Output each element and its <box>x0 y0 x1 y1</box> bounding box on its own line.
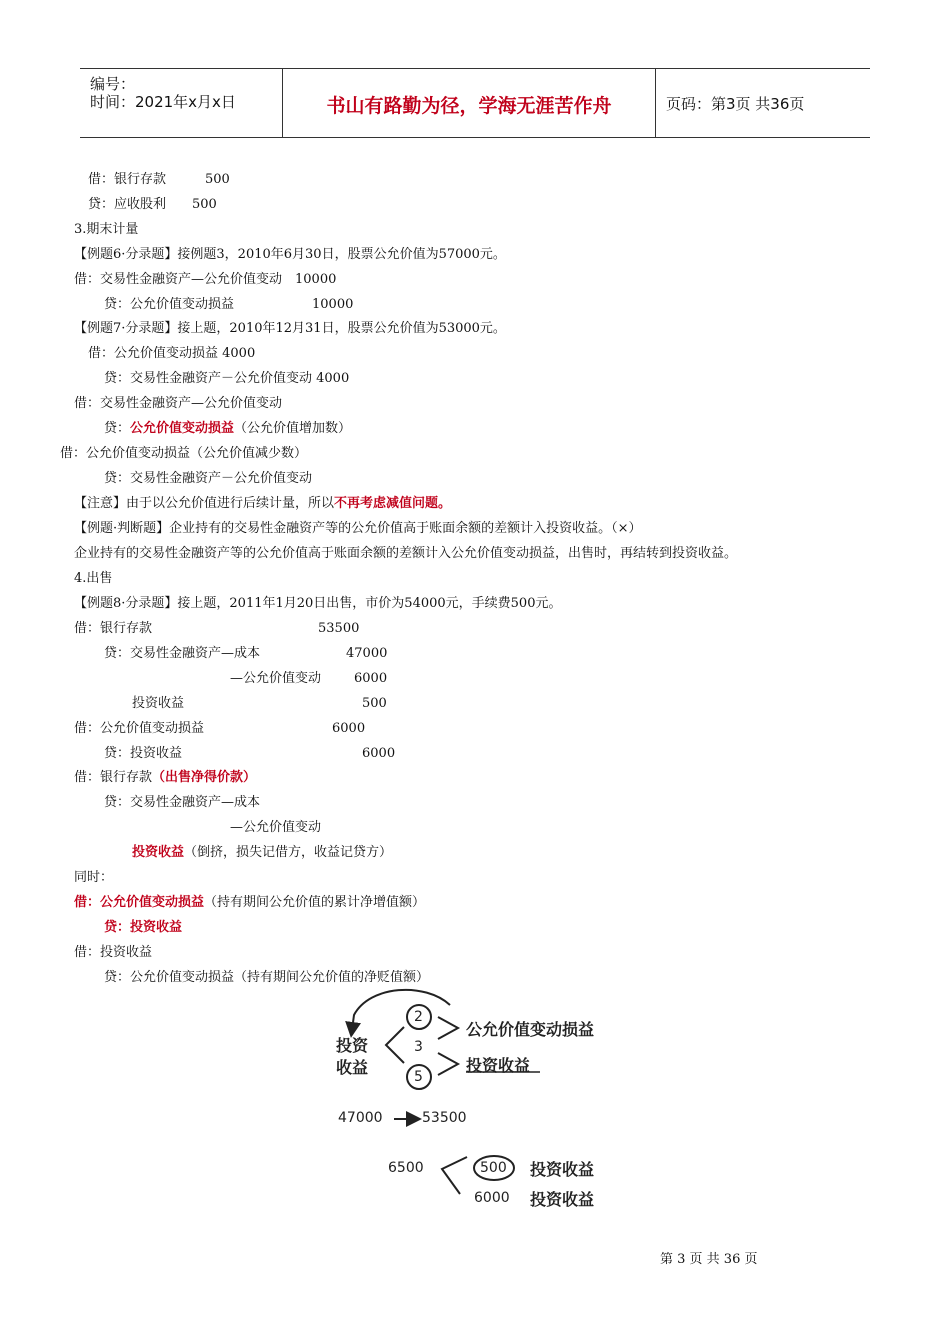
entry-line <box>74 895 425 911</box>
entry-line: —公允价值变动 <box>230 820 322 835</box>
entry-amount: 53500 <box>318 621 360 636</box>
page-header <box>80 68 870 138</box>
emphasis-text: （出售净得价款） <box>152 770 257 785</box>
entry-line: 贷：公允价值变动损益 10000 <box>104 297 354 312</box>
oval-value: 500 <box>480 1160 507 1176</box>
diff-value: 6500 <box>388 1160 424 1176</box>
entry-line: 借：银行存款 500 <box>88 172 230 187</box>
motto: 书山有路勤为径，学海无涯苦作舟 <box>326 95 612 117</box>
entry-line: 贷：交易性金融资产－公允价值变动 <box>104 471 313 486</box>
emphasis-text: 投资收益 <box>132 845 185 860</box>
right-bottom-label: 投资收益 <box>466 1056 531 1075</box>
page-footer: 第 3 页 共 36 页 <box>660 1252 758 1267</box>
number-label: 编号： <box>90 75 136 93</box>
example-question: 【例题8·分录题】接上题，2011年1月20日出售，市价为54000元，手续费500元。 <box>74 596 562 611</box>
section-heading: 4.出售 <box>74 571 113 586</box>
page-number-label: 页码：第3页 共36页 <box>666 95 805 113</box>
header-motto-cell <box>283 69 656 137</box>
entry-amount: 47000 <box>346 646 388 661</box>
note-text: 【注意】由于以公允价值进行后续计量，所以 <box>74 496 335 511</box>
entry-amount: 6000 <box>332 721 366 736</box>
entry-line: 贷：交易性金融资产—成本 <box>104 795 261 810</box>
entry-line <box>74 770 256 786</box>
entry-line: 借：公允价值变动损益 4000 <box>88 346 256 361</box>
entry-amount: 500 <box>362 696 387 711</box>
flow-from-value: 47000 <box>338 1110 383 1126</box>
debit-text: 借：银行存款 <box>74 770 153 785</box>
entry-line: 借：交易性金融资产—公允价值变动 10000 <box>74 272 337 287</box>
entry-amount: 6000 <box>354 671 388 686</box>
entry-line: 贷：交易性金融资产—成本 <box>104 646 261 661</box>
left-label-bottom: 收益 <box>336 1058 369 1077</box>
entry-line: 贷：投资收益 <box>104 920 183 935</box>
entry-line: 贷：投资收益 <box>104 746 183 761</box>
entry-line <box>132 845 392 861</box>
entry-line: 借：投资收益 <box>74 945 153 960</box>
middle-number: 3 <box>414 1039 423 1055</box>
explanation-line: 企业持有的交易性金融资产等的公允价值高于账面余额的差额计入公允价值变动损益，出售时，再结转到投资收益。 <box>74 546 738 561</box>
date-label: 时间：2021年x月x日 <box>90 93 236 111</box>
header-meta-cell <box>80 69 283 137</box>
settlement-diagram <box>330 985 630 1210</box>
entry-line: 同时： <box>74 870 114 885</box>
flow-to-value: 53500 <box>422 1110 467 1126</box>
section-heading: 3.期末计量 <box>74 222 139 237</box>
note-text: （倒挤，损失记借方，收益记贷方） <box>184 845 393 860</box>
circle-bottom-number: 5 <box>414 1069 423 1085</box>
emphasis-text: 不再考虑减值问题。 <box>334 496 452 511</box>
branch-label-top: 投资收益 <box>530 1160 595 1179</box>
note-text: （公允价值增加数） <box>234 421 352 436</box>
header-page-cell <box>656 69 870 137</box>
left-label-top: 投资 <box>336 1036 369 1055</box>
right-chevron-top <box>438 1017 458 1039</box>
entry-line: 借：公允价值变动损益（公允价值减少数） <box>60 446 308 461</box>
emphasis-text: 借：公允价值变动损益 <box>74 895 205 910</box>
circle-top-number: 2 <box>414 1009 423 1025</box>
example-question: 【例题6·分录题】接例题3，2010年6月30日，股票公允价值为57000元。 <box>74 247 506 262</box>
emphasis-text: 公允价值变动损益 <box>130 421 235 436</box>
return-arrow <box>352 990 450 1030</box>
entry-line <box>104 421 351 437</box>
entry-line: 贷：公允价值变动损益（持有期间公允价值的净贬值额） <box>104 970 430 985</box>
right-chevron-bottom <box>438 1053 458 1075</box>
entry-amount: 6000 <box>362 746 396 761</box>
note-line <box>74 496 451 512</box>
note-text: （持有期间公允价值的累计净增值额） <box>204 895 426 910</box>
judgement-question: 【例题·判断题】企业持有的交易性金融资产等的公允价值高于账面余额的差额计入投资收益。（×） <box>74 521 642 536</box>
entry-line: 投资收益 <box>132 696 185 711</box>
entry-line: 借：交易性金融资产—公允价值变动 <box>74 396 283 411</box>
credit-label: 贷： <box>104 421 131 436</box>
entry-line: —公允价值变动 <box>230 671 322 686</box>
entry-line: 贷：交易性金融资产－公允价值变动 4000 <box>104 371 350 386</box>
entry-line: 借：公允价值变动损益 <box>74 721 205 736</box>
right-top-label: 公允价值变动损益 <box>466 1020 595 1039</box>
example-question: 【例题7·分录题】接上题，2010年12月31日，股票公允价值为53000元。 <box>74 321 506 336</box>
branch-bracket <box>442 1157 467 1194</box>
left-bracket <box>386 1027 404 1063</box>
branch-value-bottom: 6000 <box>474 1190 510 1206</box>
entry-line: 贷：应收股利 500 <box>88 197 217 212</box>
entry-line: 借：银行存款 <box>74 621 153 636</box>
branch-label-bottom: 投资收益 <box>530 1190 595 1209</box>
